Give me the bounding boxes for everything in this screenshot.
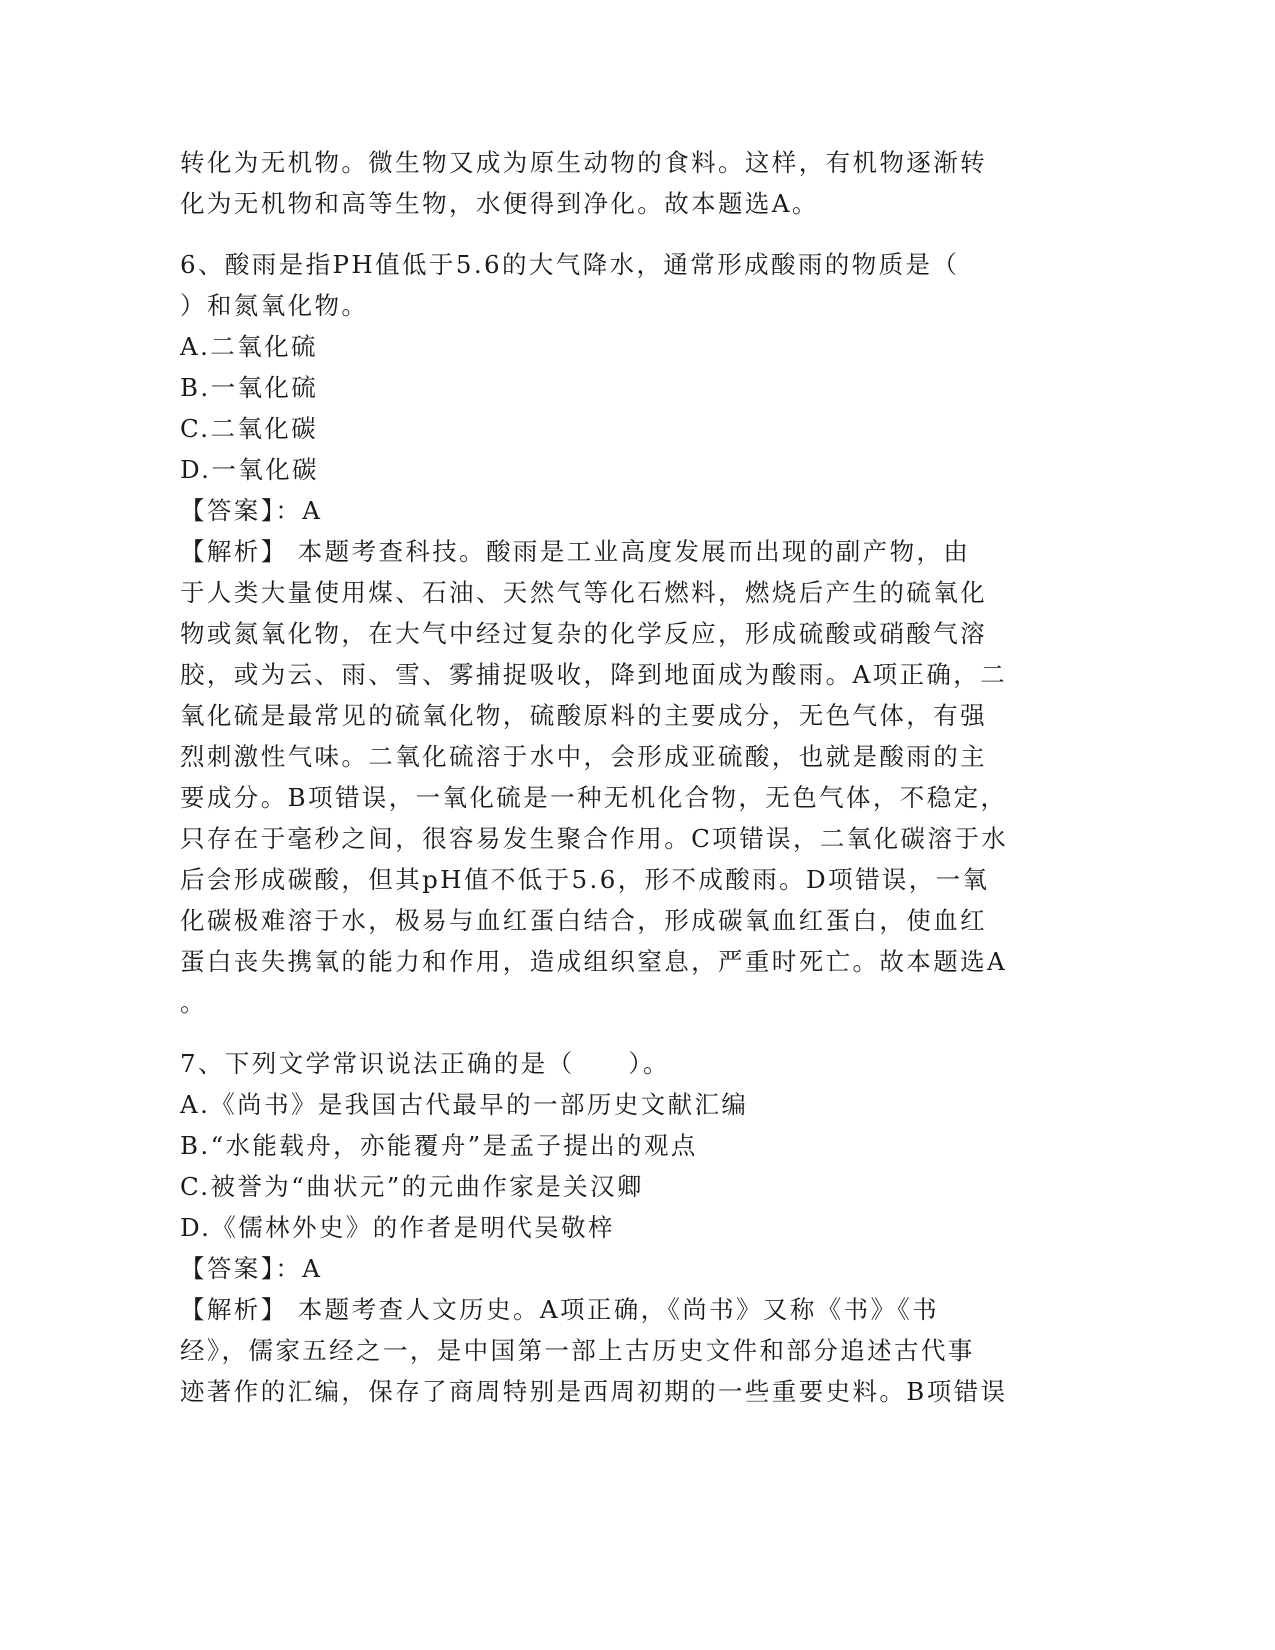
option-d: D.《儒林外史》的作者是明代吴敬梓 [180, 1213, 615, 1242]
answer-line: 【答案】：A [180, 1254, 323, 1283]
analysis-line: 烈刺激性气味。二氧化硫溶于水中，会形成亚硫酸，也就是酸雨的主 [180, 742, 987, 771]
analysis-line: 蛋白丧失携氧的能力和作用，造成组织窒息，严重时死亡。故本题选A [180, 947, 1008, 976]
option-c: C.被誉为“曲状元”的元曲作家是关汉卿 [180, 1172, 644, 1201]
option-c: C.二氧化碳 [180, 414, 319, 443]
analysis-line: 【解析】 本题考查人文历史。A项正确，《尚书》又称《书》《书 [180, 1295, 939, 1324]
analysis-line: 。 [180, 988, 207, 1017]
analysis-line: 后会形成碳酸，但其pH值不低于5.6，形不成酸雨。D项错误，一氧 [180, 865, 990, 894]
question-5-analysis-tail [180, 142, 1040, 224]
question-7 [180, 1043, 1040, 1412]
analysis-line: 物或氮氧化物，在大气中经过复杂的化学反应，形成硫酸或硝酸气溶 [180, 619, 987, 648]
analysis-line: 要成分。B项错误，一氧化硫是一种无机化合物，无色气体，不稳定， [180, 783, 1008, 812]
analysis-line: 迹著作的汇编，保存了商周特别是西周初期的一些重要史料。B项错误 [180, 1377, 1008, 1406]
analysis-line: 化碳极难溶于水，极易与血红蛋白结合，形成碳氧血红蛋白，使血红 [180, 906, 987, 935]
text-line: 转化为无机物。微生物又成为原生动物的食料。这样，有机物逐渐转 [180, 148, 987, 177]
text-line: 化为无机物和高等生物，水便得到净化。故本题选A。 [180, 189, 819, 218]
analysis-line: 只存在于毫秒之间，很容易发生聚合作用。C项错误，二氧化碳溶于水 [180, 824, 1009, 853]
question-stem: 6、酸雨是指PH值低于5.6的大气降水，通常形成酸雨的物质是（ [180, 250, 960, 279]
analysis-line: 氧化硫是最常见的硫氧化物，硫酸原料的主要成分，无色气体，有强 [180, 701, 987, 730]
question-6 [180, 244, 1040, 1023]
option-a: A.《尚书》是我国古代最早的一部历史文献汇编 [180, 1090, 749, 1119]
question-stem: 7、下列文学常识说法正确的是（ ）。 [180, 1049, 670, 1078]
option-b: B.“水能载舟，亦能覆舟”是孟子提出的观点 [180, 1131, 698, 1160]
answer-line: 【答案】：A [180, 496, 323, 525]
analysis-line: 【解析】 本题考查科技。酸雨是工业高度发展而出现的副产物，由 [180, 537, 971, 566]
document-body [180, 142, 1040, 1412]
option-a: A.二氧化硫 [180, 332, 318, 361]
analysis-line: 胶，或为云、雨、雪、雾捕捉吸收，降到地面成为酸雨。A项正确，二 [180, 660, 1008, 689]
option-b: B.一氧化硫 [180, 373, 319, 402]
analysis-line: 于人类大量使用煤、石油、天然气等化石燃料，燃烧后产生的硫氧化 [180, 578, 987, 607]
analysis-line: 经》，儒家五经之一，是中国第一部上古历史文件和部分追述古代事 [180, 1336, 975, 1365]
question-stem: ）和氮氧化物。 [180, 291, 369, 320]
option-d: D.一氧化碳 [180, 455, 319, 484]
